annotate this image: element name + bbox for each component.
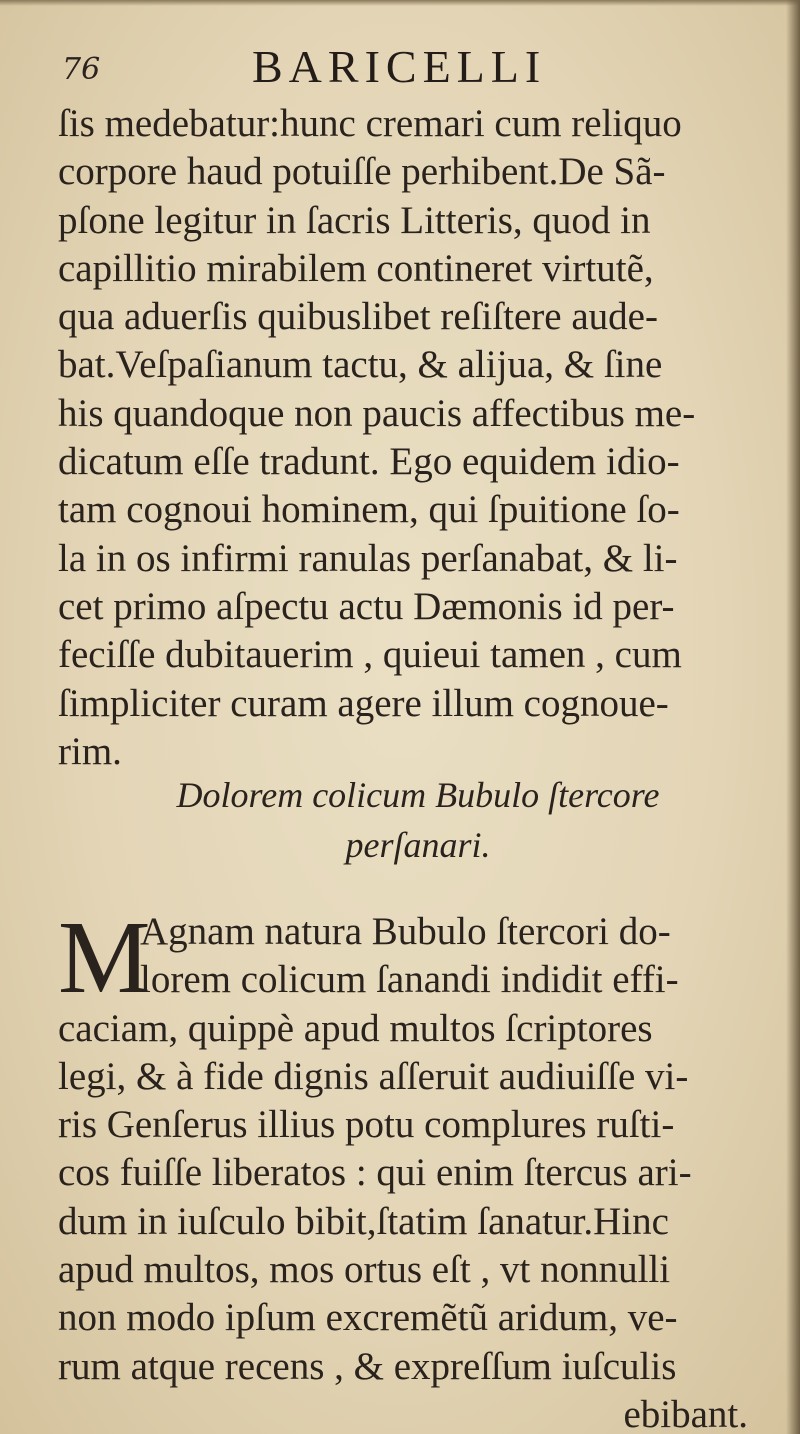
text-line: ſis medebatur:hunc cremari cum reliquo bbox=[58, 102, 682, 145]
text-line: ſimpliciter curam agere illum cognoue- bbox=[58, 681, 669, 725]
text-line: caciam, quippè apud multos ſcriptores bbox=[58, 1006, 653, 1050]
paragraph-1 bbox=[58, 100, 778, 776]
text-line: tam cognoui hominem, qui ſpuitione ſo- bbox=[58, 488, 680, 532]
page-number: 76 bbox=[62, 52, 101, 87]
text-line: rim. bbox=[58, 729, 122, 773]
text-line: ris Genſerus illius potu complures ruſti- bbox=[58, 1103, 675, 1147]
text-line: non modo ipſum excremẽtũ aridum, ve- bbox=[58, 1296, 678, 1340]
text-line: capillitio mirabilem contineret virtutẽ, bbox=[58, 246, 654, 290]
section-heading bbox=[58, 770, 778, 870]
text-line: Agnam natura Bubulo ſtercori do- bbox=[140, 910, 671, 953]
text-line: his quandoque non paucis affectibus me- bbox=[58, 391, 696, 435]
section-heading-line-2: perſanari. bbox=[345, 825, 491, 865]
text-line: apud multos, mos ortus eſt , vt nonnulli bbox=[58, 1248, 671, 1292]
catchword: ebibant. bbox=[623, 1392, 748, 1434]
text-line: qua aduerſis quibuslibet reſiſtere aude- bbox=[58, 295, 658, 339]
section-heading-line-1: Dolorem colicum Bubulo ſtercore bbox=[176, 775, 660, 815]
text-line: cet primo aſpectu actu Dæmonis id per- bbox=[58, 584, 675, 628]
text-line: legi, & à fide dignis aſſeruit audiuiſſe vi- bbox=[58, 1054, 689, 1098]
text-line: pſone legitur in ſacris Litteris, quod in bbox=[58, 198, 651, 242]
text-line: feciſſe dubitauerim , quieui tamen , cum bbox=[58, 633, 682, 677]
text-line: bat.Veſpaſianum tactu, & alijua, & ſine bbox=[58, 343, 663, 387]
drop-cap: M bbox=[58, 900, 151, 1015]
text-line: dicatum eſſe tradunt. Ego equidem idio- bbox=[58, 440, 680, 484]
paragraph-2 bbox=[58, 900, 778, 1434]
text-line: rum atque recens , & expreſſum iuſculis bbox=[58, 1344, 677, 1388]
text-line: cos fuiſſe liberatos : qui enim ſtercus ari- bbox=[58, 1151, 692, 1195]
text-line: la in os infirmi ranulas perſanabat, & li- bbox=[58, 536, 678, 580]
text-line: lorem colicum ſanandi indidit effi- bbox=[140, 958, 679, 1002]
running-head: BARICELLI bbox=[252, 41, 547, 92]
text-line: corpore haud potuiſſe perhibent.De Sã- bbox=[58, 150, 666, 194]
page-header bbox=[62, 40, 622, 100]
text-line: dum in iuſculo bibit,ſtatim ſanatur.Hinc bbox=[58, 1199, 669, 1243]
